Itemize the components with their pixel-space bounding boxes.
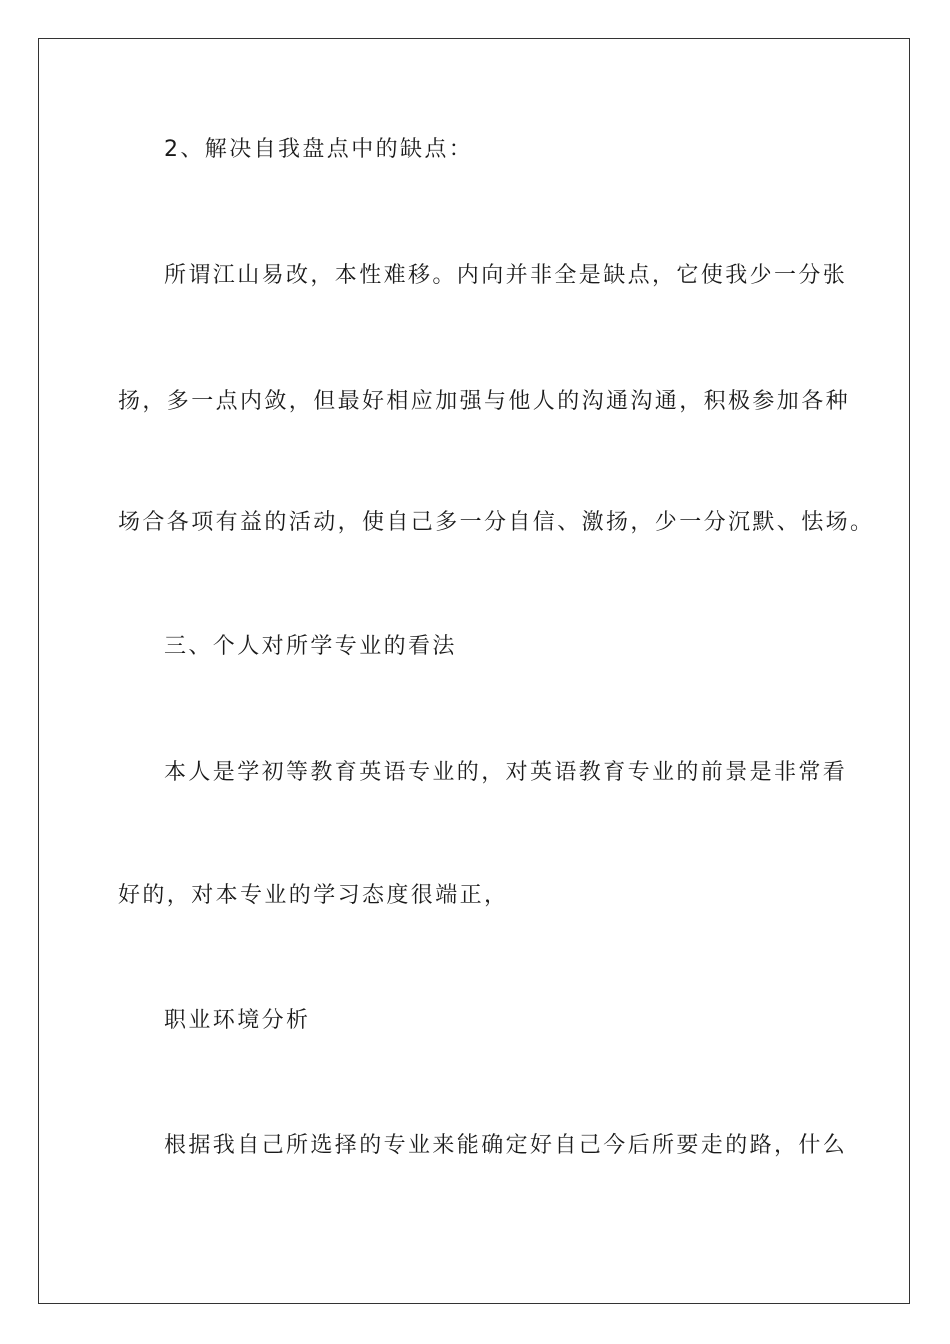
- section-heading-major-view: 三、个人对所学专业的看法: [164, 634, 457, 659]
- section-heading-career-environment: 职业环境分析: [164, 1008, 311, 1033]
- paragraph-line: 扬，多一点内敛，但最好相应加强与他人的沟通沟通，积极参加各种: [118, 389, 851, 414]
- subheading-weakness-solution: 2、解决自我盘点中的缺点：: [164, 137, 474, 162]
- page-frame: [38, 38, 910, 1304]
- paragraph-line: 本人是学初等教育英语专业的，对英语教育专业的前景是非常看: [164, 760, 848, 785]
- paragraph-line: 根据我自己所选择的专业来能确定好自己今后所要走的路，什么: [164, 1133, 848, 1158]
- paragraph-line: 所谓江山易改，本性难移。内向并非全是缺点，它使我少一分张: [164, 263, 848, 288]
- paragraph-line: 场合各项有益的活动，使自己多一分自信、激扬，少一分沉默、怯场。: [118, 510, 875, 535]
- paragraph-line: 好的，对本专业的学习态度很端正，: [118, 883, 509, 908]
